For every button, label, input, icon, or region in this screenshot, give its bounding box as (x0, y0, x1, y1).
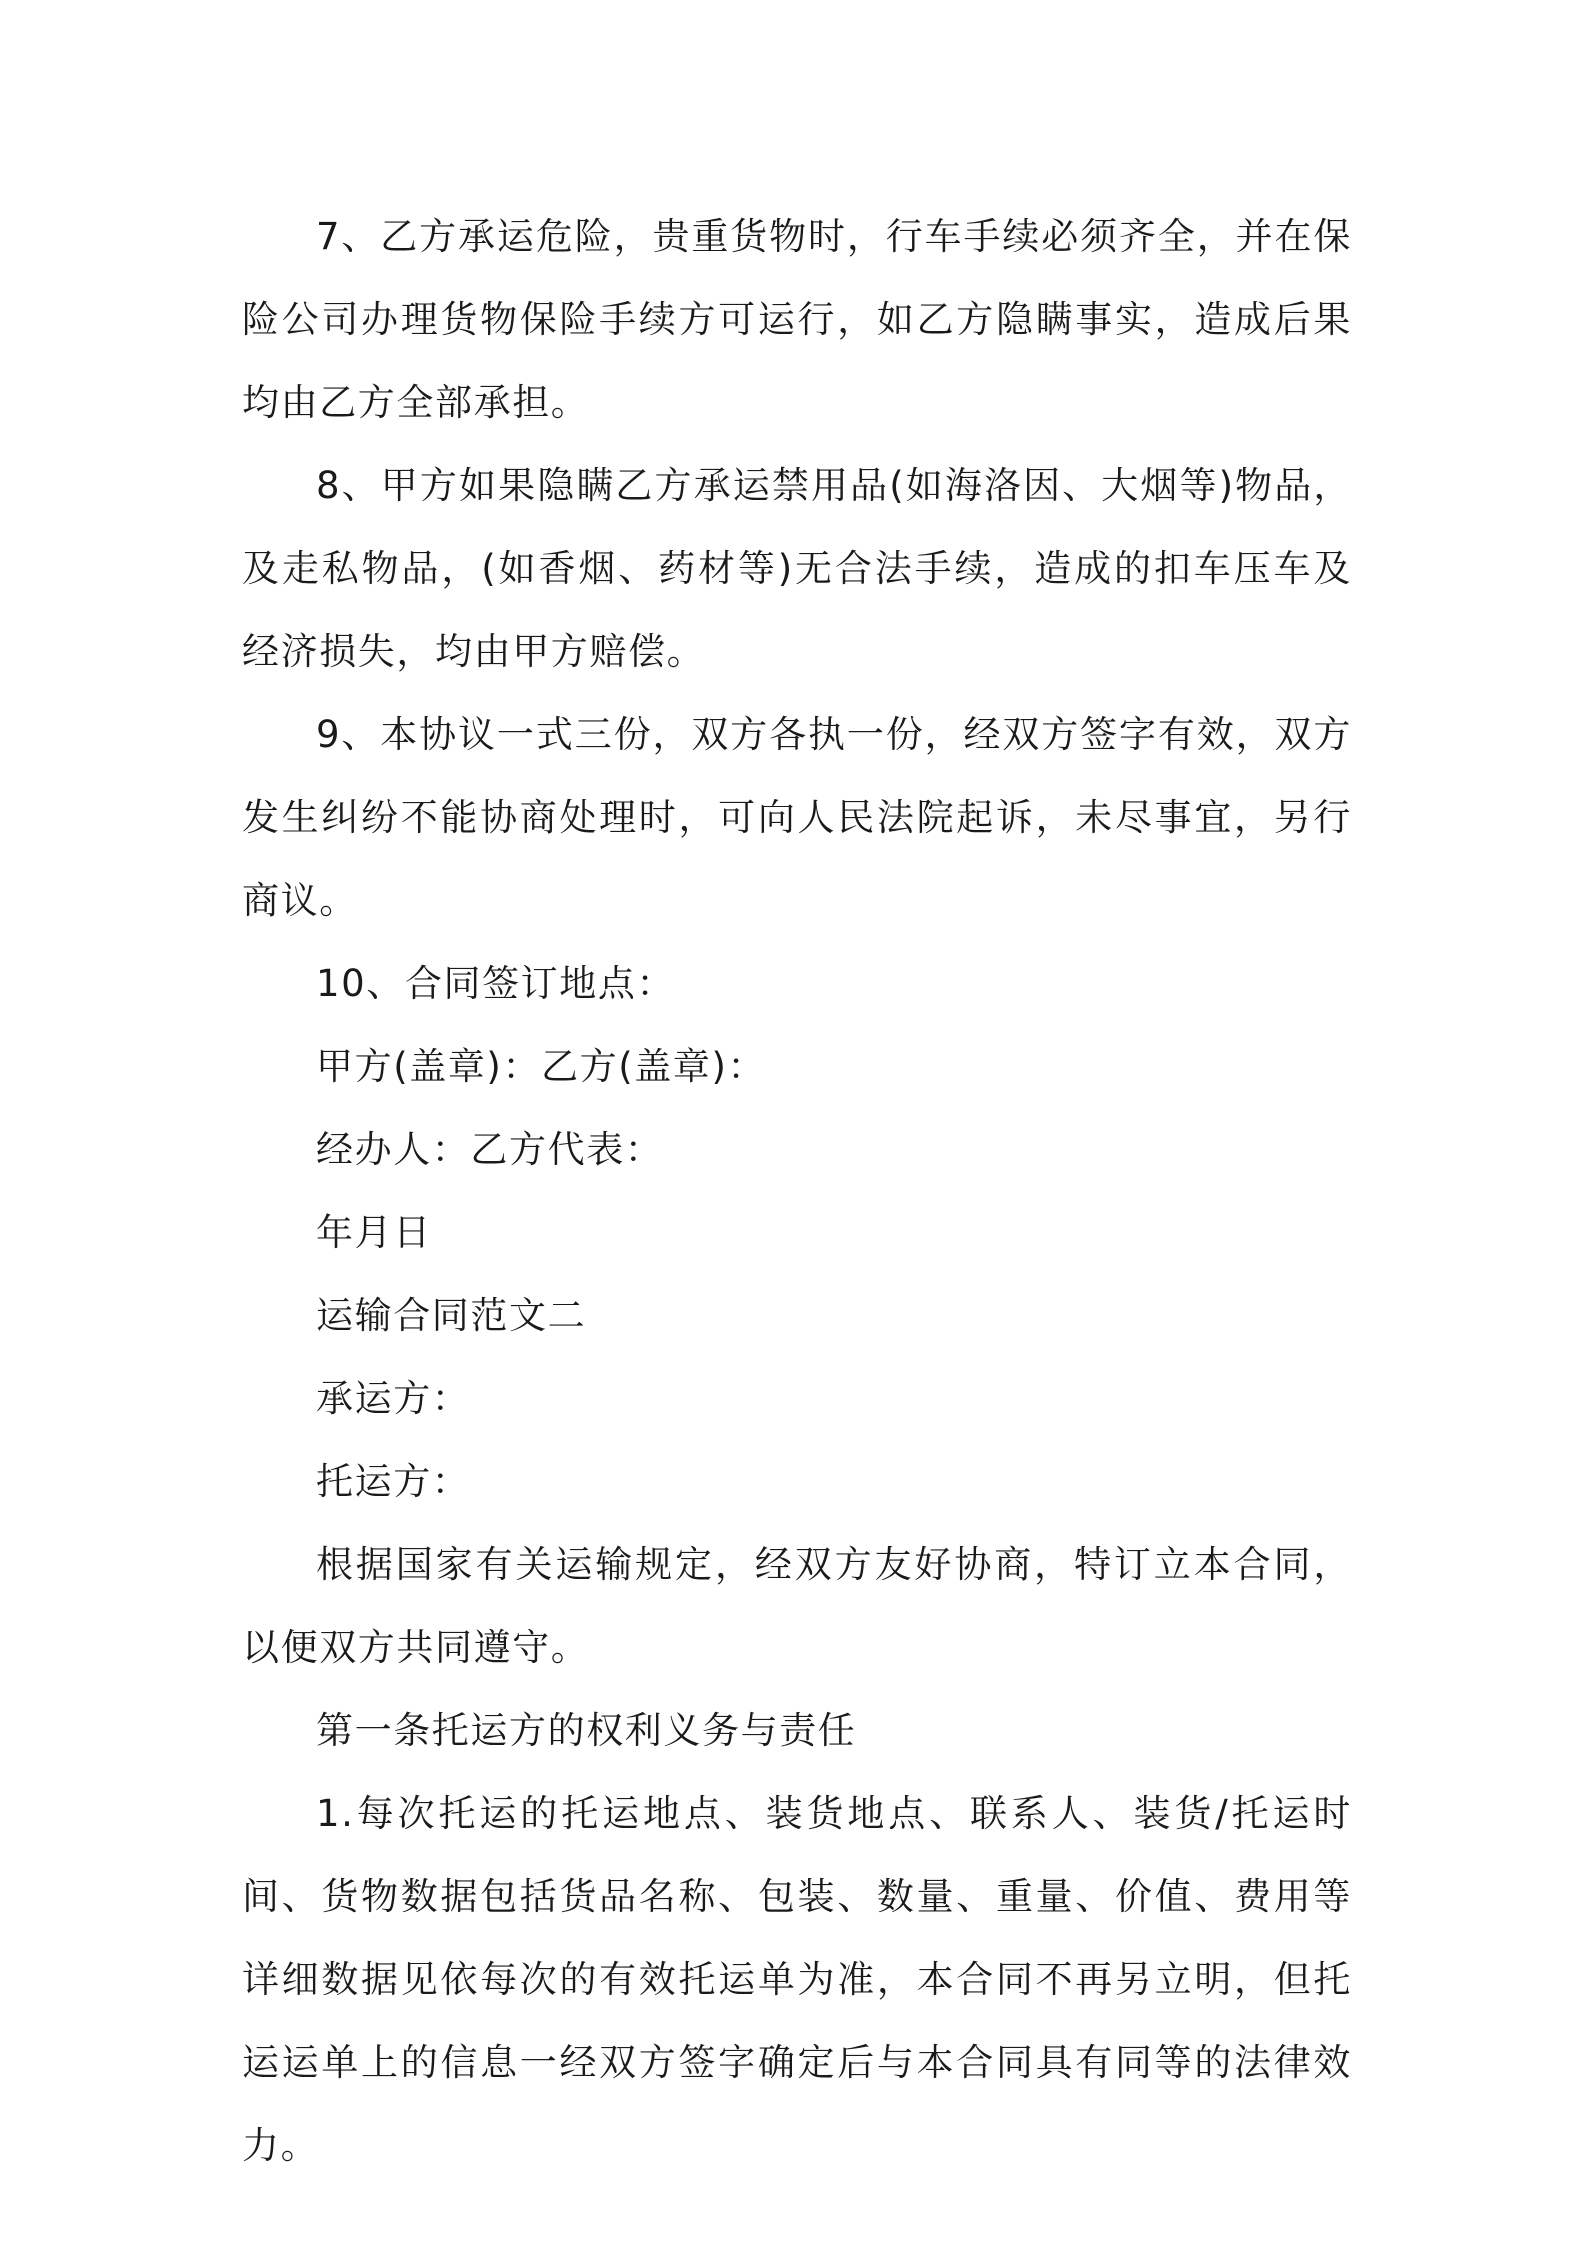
paragraph-clause-9: 9、本协议一式三份，双方各执一份，经双方签字有效，双方发生纠纷不能协商处理时，可向人民法院起诉，未尽事宜，另行商议。 (242, 713, 1352, 922)
paragraph-clause-8: 8、甲方如果隐瞒乙方承运禁用品(如海洛因、大烟等)物品，及走私物品，(如香烟、药材等)无合法手续，造成的扣车压车及经济损失，均由甲方赔偿。 (242, 464, 1352, 673)
paragraph-handler-line: 经办人：乙方代表： (316, 1128, 664, 1171)
paragraph-carrier: 承运方： (316, 1377, 471, 1420)
paragraph-seal-line: 甲方(盖章)：乙方(盖章)： (316, 1045, 767, 1088)
paragraph-preamble: 根据国家有关运输规定，经双方友好协商，特订立本合同，以便双方共同遵守。 (242, 1543, 1352, 1669)
paragraph-article-1-item-1: 1.每次托运的托运地点、装货地点、联系人、装货/托运时间、货物数据包括货品名称、包装、数量、重量、价值、费用等详细数据见依每次的有效托运单为准，本合同不再另立明，但托运运单上的信息一经双方签字确定后与本合同具有同等的法律效力。 (242, 1792, 1352, 2167)
paragraph-clause-7: 7、乙方承运危险，贵重货物时，行车手续必须齐全，并在保险公司办理货物保险手续方可运行，如乙方隐瞒事实，造成后果均由乙方全部承担。 (242, 215, 1352, 424)
document-page (242, 195, 1352, 2187)
article-heading: 第一条托运方的权利义务与责任 (316, 1709, 857, 1752)
section-title: 运输合同范文二 (316, 1294, 587, 1337)
paragraph-shipper: 托运方： (316, 1460, 471, 1503)
paragraph-signing-location: 10、合同签订地点： (316, 962, 676, 1005)
paragraph-date-line: 年月日 (316, 1211, 432, 1254)
